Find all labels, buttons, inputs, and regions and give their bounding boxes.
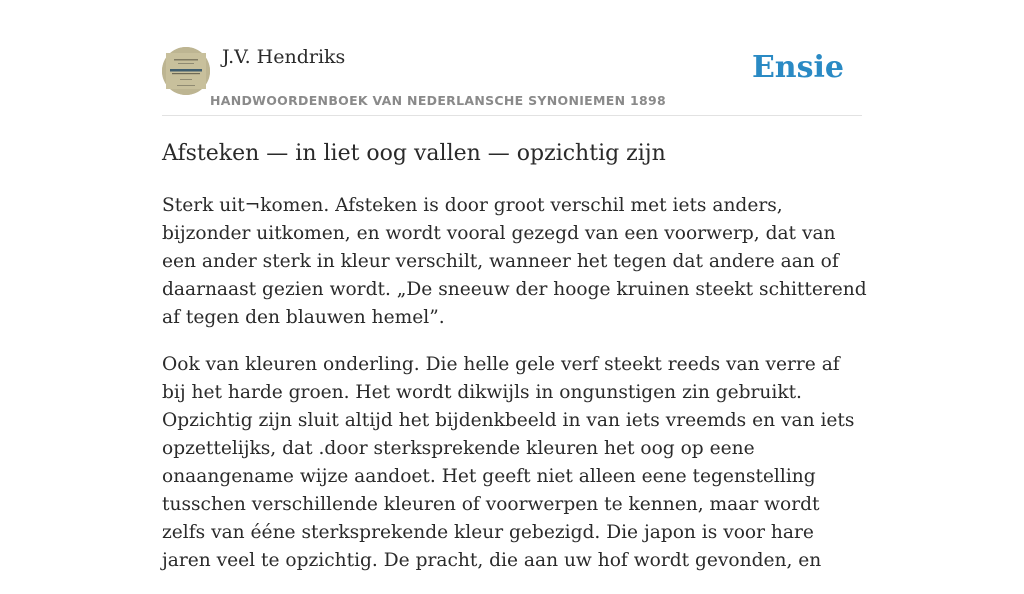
- entry-title: Afsteken — in liet oog vallen — opzichtig zijn: [162, 141, 666, 166]
- book-cover-icon: [162, 47, 210, 95]
- author-avatar[interactable]: [162, 47, 210, 95]
- author-name[interactable]: J.V. Hendriks: [222, 46, 346, 68]
- ensie-logo[interactable]: Ensie: [751, 50, 844, 85]
- entry-body: [162, 192, 867, 594]
- entry-paragraph: Sterk uit¬komen. Afsteken is door groot verschil met iets anders, bijzonder uitkomen, en wordt vooral gezegd van een voorwerp, dat van een ander sterk in kleur verschilt, wanneer het tegen dat andere aan of daarnaast gezien wordt. „De sneeuw der hooge kruinen steekt schitterend af tegen den blauwen hemel”.: [162, 195, 867, 328]
- source-title[interactable]: HANDWOORDENBOEK VAN NEDERLANSCHE SYNONIEMEN 1898: [210, 93, 667, 108]
- entry-header: [162, 46, 862, 116]
- entry-paragraph: Ook van kleuren onderling. Die helle gele verf steekt reeds van verre af bij het harde groen. Het wordt dikwijls in ongunstigen zin gebruikt. Opzichtig zijn sluit altijd het bijdenkbeeld in van iets vreemds en van iets opzettelijks, dat .door sterksprekende kleuren het oog op eene onaangename wijze aandoet. Het geeft niet alleen eene tegenstelling tusschen verschillende kleuren of voorwerpen te kennen, maar wordt zelfs van ééne sterksprekende kleur gebezigd. Die japon is voor hare jaren veel te opzichtig. De pracht, die aan uw hof wordt gevonden, en: [162, 354, 855, 571]
- header-divider: [162, 115, 862, 116]
